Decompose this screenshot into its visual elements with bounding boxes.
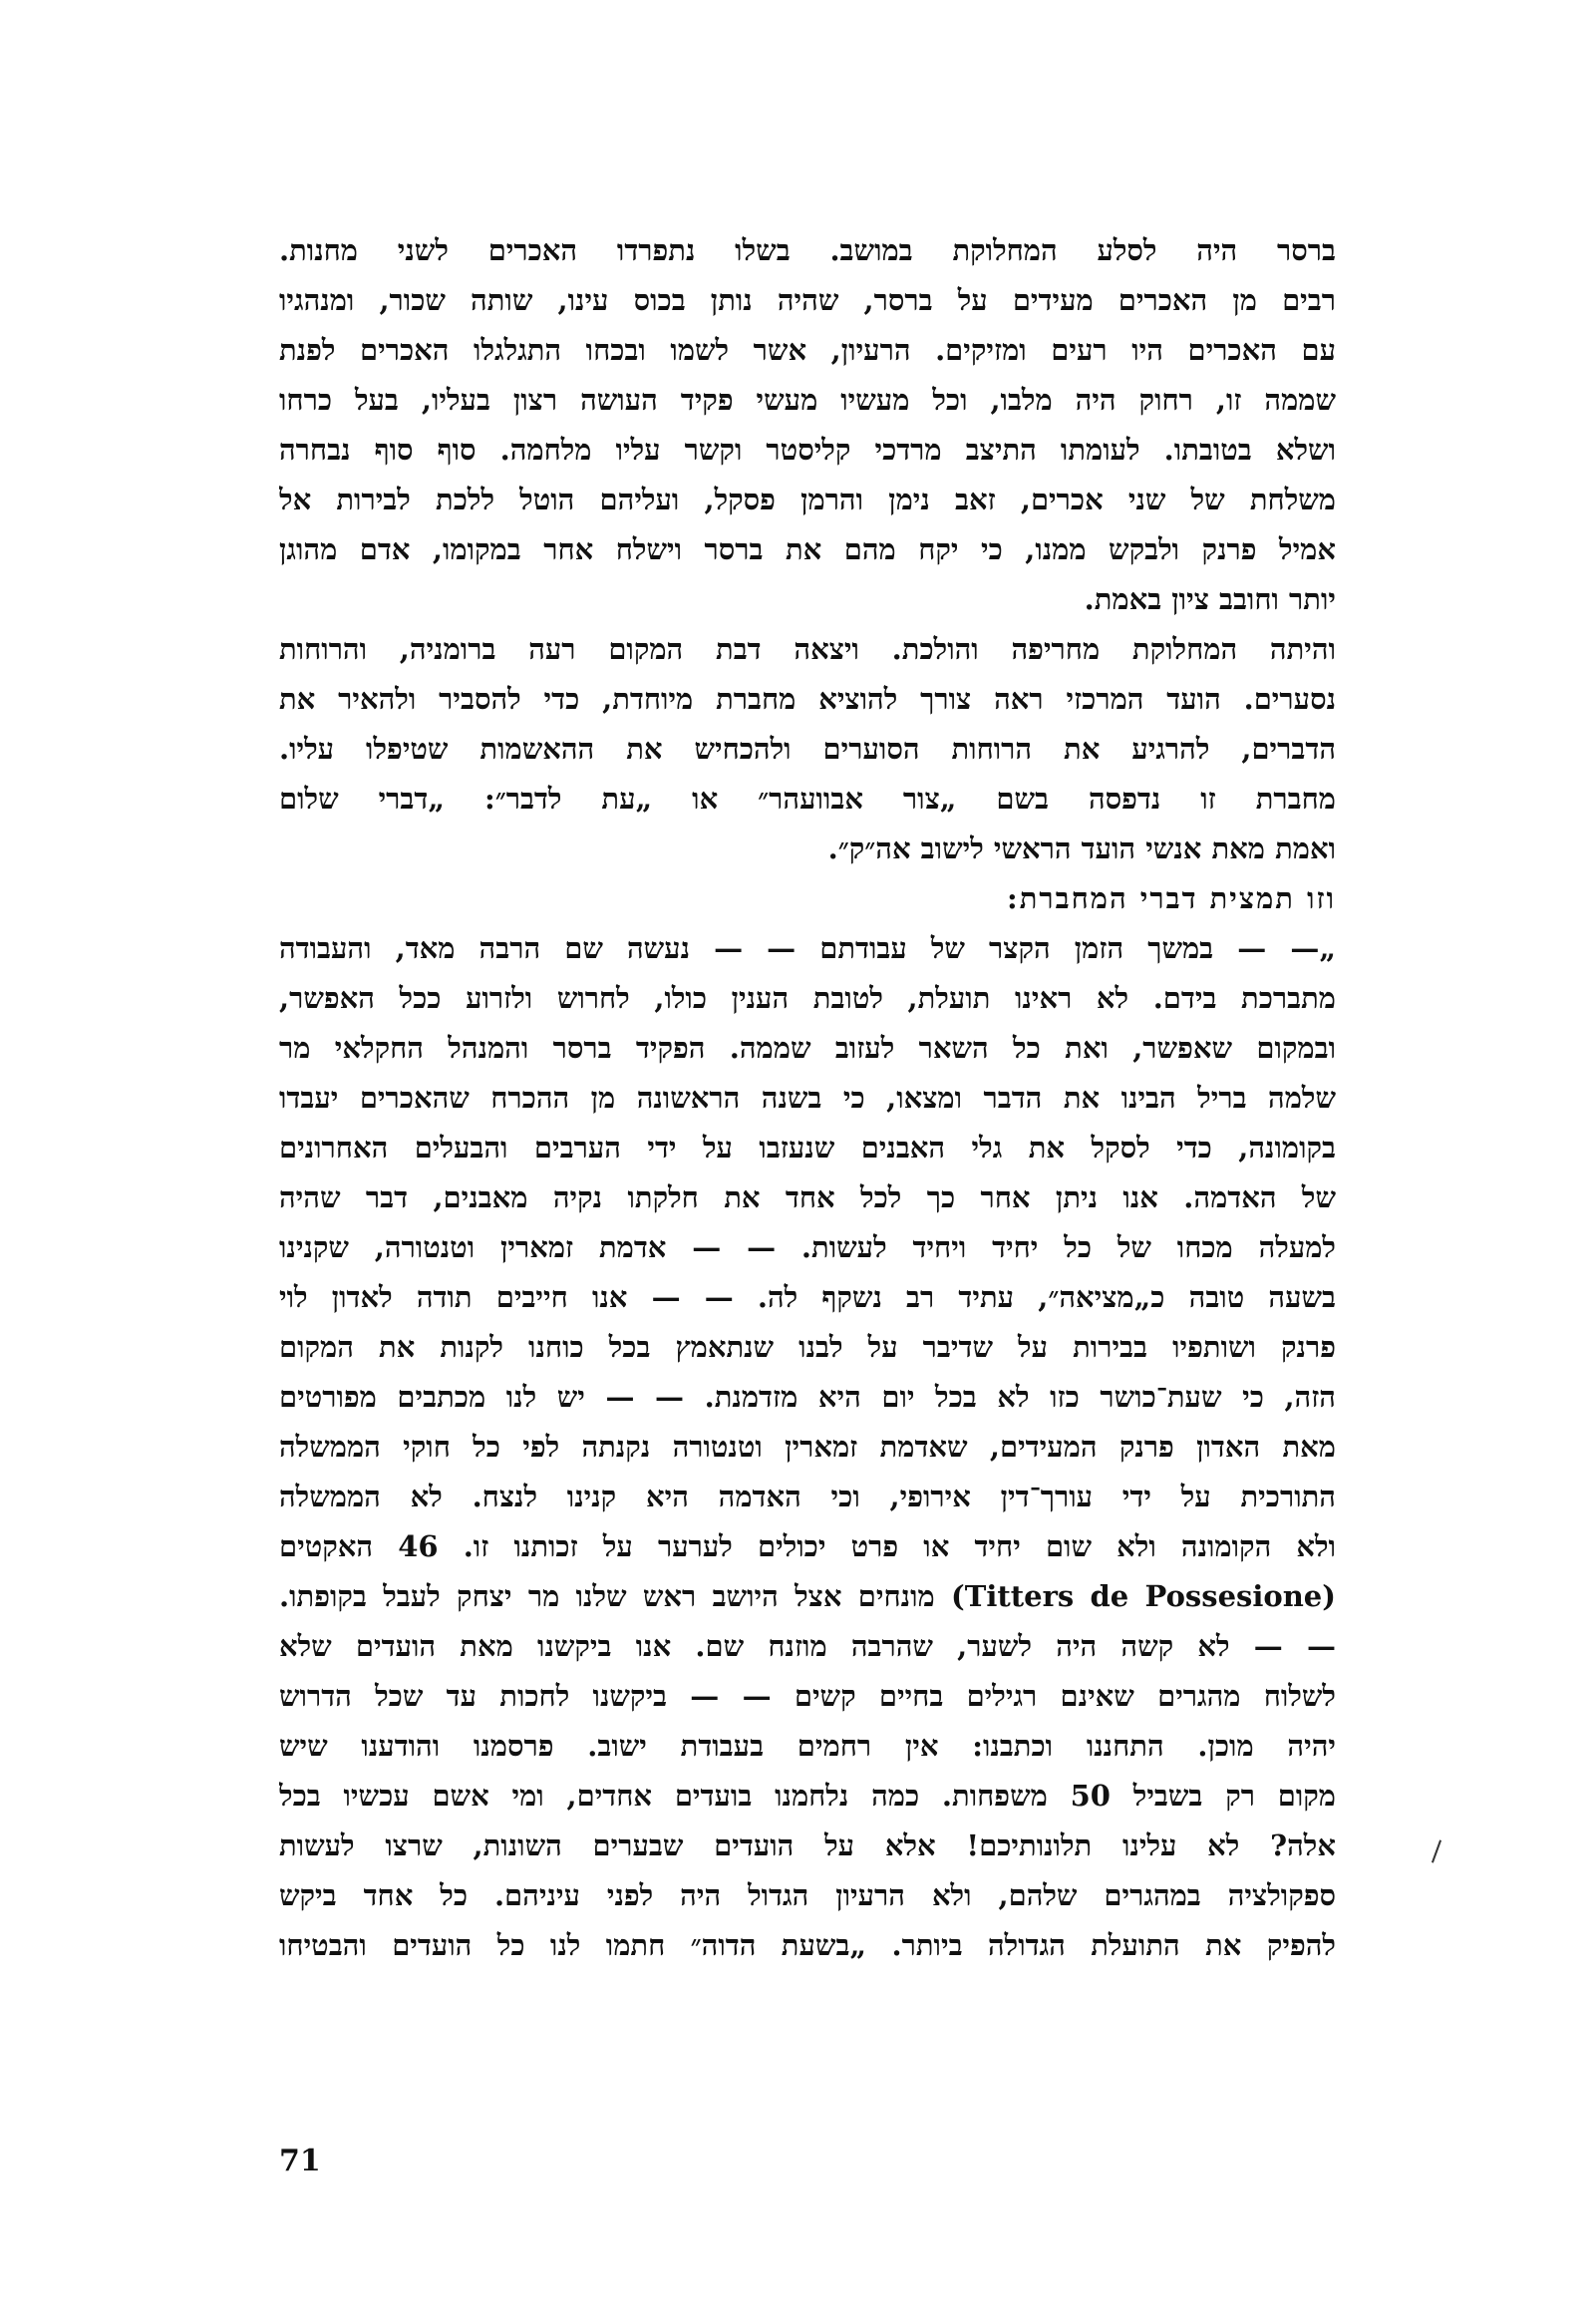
text-line: והיתה המחלוקת מחריפה והולכת. ויצאה דבת המקום רעה ברומניה, והרוחות [279,632,1336,666]
text-line: להפיק את התועלת הגדולה ביותר. „בשעת הדוה״ חתמו לנו כל הועדים והבטיחו [279,1928,1336,1962]
text-line: הדברים, להרגיע את הרוחות הסוערים ולהכחיש את ההאשמות שטיפלו עליו. [279,732,1336,766]
text-line: בשעה טובה כ„מציאה״, עתיד רב נשקף לה. — — אנו חייבים תודה לאדון לוי [279,1280,1336,1314]
text-line: משלחת של שני אכרים, זאב נימן והרמן פסקל, ועליהם הוטל ללכת לבירות אל [279,483,1336,516]
page-number: 71 [279,2144,321,2178]
text-line: יהיה מוכן. התחננו וכתבנו: אין רחמים בעבודת ישוב. פרסמנו והודענו שיש [279,1729,1336,1763]
text-line: (Titters de Possesione) מונחים אצל היושב ראש שלנו מר יצחק לעבל בקופתו. [279,1579,1336,1613]
text-line: ושלא בטובתו. לעומתו התיצב מרדכי קליסטר וקשר עליו מלחמה. סוף סוף נבחרה [279,433,1336,467]
text-line: אלה? לא עלינו תלונותיכם! אלא על הועדים שבערים השונות, שרצו לעשות [279,1828,1336,1862]
text-line: ולא הקומונה ולא שום יחיד או פרט יכולים לערער על זכותנו זו. 46 האקטים [279,1529,1336,1563]
text-line: מחברת זו נדפסה בשם „צור אבוועהר״ או „עת לדבר״: „דברי שלום [279,782,1336,816]
text-line: מקום רק בשביל 50 משפחות. כמה נלחמנו בועדים אחדים, ומי אשם עכשיו בכל [279,1779,1336,1813]
text-line: פרנק ושותפיו בבירות על שדיבר על לבנו שנתאמץ בכל כוחנו לקנות את המקום [279,1330,1336,1364]
text-line: ספקולציה במהגרים שלהם, ולא הרעיון הגדול היה לפני עיניהם. כל אחד ביקש [279,1878,1336,1912]
text-line: לשלוח מהגרים שאינם רגילים בחיים קשים — — ביקשנו לחכות עד שכל הדרוש [279,1679,1336,1713]
text-line: — — לא קשה היה לשער, שהרבה מוזנח שם. אנו ביקשנו מאת הועדים שלא [279,1629,1336,1663]
margin-pencil-mark [1432,1839,1441,1862]
text-line: נסערים. הועד המרכזי ראה צורך להוציא מחברת מיוחדת, כדי להסביר ולהאיר את [279,682,1336,716]
text-line: ואמת מאת אנשי הועד הראשי לישוב אה״ק״. [827,831,1336,865]
text-line: מאת האדון פרנק המעידים, שאדמת זמארין וטנטורה נקנתה לפי כל חוקי הממשלה [279,1430,1336,1464]
text-line: בקומונה, כדי לסקל את גלי האבנים שנעזבו על ידי הערבים והבעלים האחרונים [279,1131,1336,1164]
text-line: עם האכרים היו רעים ומזיקים. הרעיון, אשר לשמו ובכחו התגלגלו האכרים לפנת [279,333,1336,367]
text-line: רבים מן האכרים מעידים על ברסר, שהיה נותן בכוס עינו, שותה שכור, ומנהגיו [279,283,1336,317]
text-line: ובמקום שאפשר, ואת כל השאר לעזוב שממה. הפקיד ברסר והמנהל החקלאי מר [279,1031,1336,1065]
text-line: למעלה מכחו של כל יחיד ויחיד לעשות. — — אדמת זמארין וטנטורה, שקנינו [279,1230,1336,1264]
body-text [279,225,1336,1970]
text-line: שלמה בריל הבינו את הדבר ומצאו, כי בשנה הראשונה מן ההכרח שהאכרים יעבדו [279,1081,1336,1115]
text-line: „— — במשך הזמן הקצר של עבודתם — — נעשה שם הרבה מאד, והעבודה [279,931,1336,965]
text-line: הזה, כי שעת־כושר כזו לא בכל יום היא מזדמנת. — — יש לנו מכתבים מפורטים [279,1380,1336,1414]
text-line: מתברכת בידם. לא ראינו תועלת, לטובת הענין כולו, לחרוש ולזרוע ככל האפשר, [279,981,1336,1015]
text-line: יותר וחובב ציון באמת. [1084,582,1336,616]
text-line: של האדמה. אנו ניתן אחר כך לכל אחד את חלקתו נקיה מאבנים, דבר שהיה [279,1180,1336,1214]
section-heading: וזו תמצית דברי המחברת: [1007,881,1336,915]
text-line: שממה זו, רחוק היה מלבו, וכל מעשיו מעשי פקיד העושה רצון בעליו, בעל כרחו [279,383,1336,417]
text-line: אמיל פרנק ולבקש ממנו, כי יקח מהם את ברסר וישלח אחר במקומו, אדם מהוגן [279,532,1336,566]
text-line: התורכית על ידי עורך־דין אירופי, וכי האדמה היא קנינו לנצח. לא הממשלה [279,1480,1336,1513]
text-line: ברסר היה לסלע המחלוקת במושב. בשלו נתפרדו האכרים לשני מחנות. [279,233,1336,267]
